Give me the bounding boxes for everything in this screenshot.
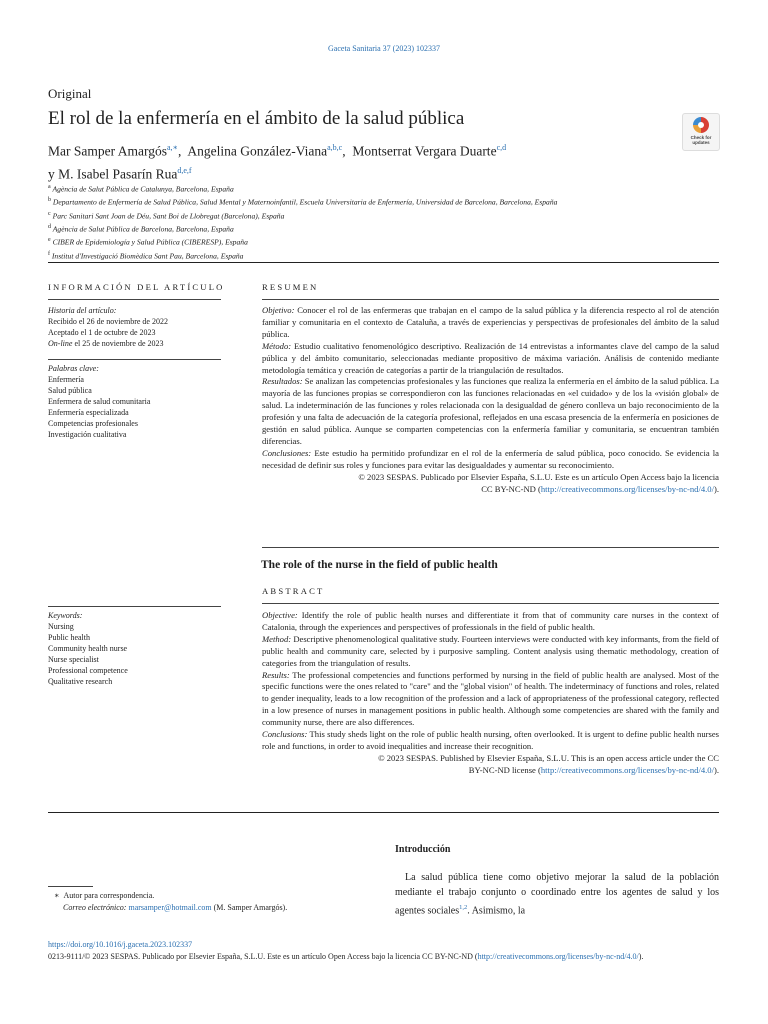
author-affiliation-marker[interactable]: a,b,c: [327, 143, 343, 152]
email-label: Correo electrónico:: [63, 903, 127, 912]
footer-license-suffix: ).: [638, 951, 644, 961]
footer-license: [48, 951, 720, 963]
resumen-objetivo: [262, 305, 719, 341]
conclusiones-label: Conclusiones:: [262, 447, 312, 458]
metodo-text: Estudio cualitativo fenomenológico descriptivo. Realización de 14 entrevistas a informantes clave del campo de la salud pública y del ámbito comunitario, seleccionadas mediante propositivo de máxima variación. Análisis de contenido mediante metodología temática y creación de categorías a partir de la triangulación de resultados.: [262, 340, 720, 375]
footnote: [48, 890, 287, 914]
article-title: El rol de la enfermería en el ámbito de la salud pública: [48, 108, 465, 129]
affiliation-item: [48, 222, 728, 235]
author-name: Angelina González-Viana: [187, 143, 328, 159]
online-label: On-line: [48, 339, 73, 348]
affiliation-marker: a: [48, 184, 51, 190]
resumen-end-divider: [262, 547, 719, 548]
resumen-divider: [262, 299, 719, 300]
keyword-item: Enfermería: [48, 375, 84, 384]
header-divider: [48, 262, 719, 263]
keyword-item: Enfermería especializada: [48, 408, 129, 417]
affiliation-marker: d: [48, 223, 51, 230]
author-name: Mar Samper Amargós: [48, 143, 167, 159]
keyword-item: Nursing: [48, 622, 74, 631]
footnote-corresponding: [48, 890, 287, 902]
footer-license-text: 0213-9111/© 2023 SESPAS. Publicado por Elsevier España, S.L.U. Este es un artículo Open Access bajo la licencia CC BY-NC-ND (: [48, 951, 478, 961]
metodo-label: Método:: [262, 340, 292, 351]
license-line: [262, 765, 719, 777]
author-separator: ,: [177, 143, 182, 159]
conclusions-text: This study sheds light on the role of public health nursing, often overlooked. It is urgent to define public health nurses role and functions, in order to avoid inequalities and increase their recognition.: [262, 729, 719, 751]
resumen-body: [262, 305, 719, 496]
license-link[interactable]: http://creativecommons.org/licenses/by-nc-nd/4.0/: [540, 764, 714, 775]
resumen-resultados: [262, 376, 719, 447]
abstract-method: [262, 634, 719, 670]
objetivo-label: Objetivo:: [262, 305, 295, 315]
objective-text: Identify the role of public health nurses and differentiate it from that of community care nurses in the context of Catalonia, through the experiences and perspectives of professionals in the field of public health.: [262, 610, 719, 632]
affiliation-text: Departamento de Enfermería de Salud Pública, Salud Mental y Maternoinfantil, Escuela Universitaria de Enfermería, Universidad de Barcelona, Barcelona, España: [52, 197, 558, 207]
keywords-en: [48, 610, 228, 687]
online-date-text: el 25 de noviembre de 2023: [72, 339, 164, 348]
affiliation-marker: c: [48, 210, 51, 217]
abstract-end-divider: [48, 812, 719, 813]
resultados-label: Resultados:: [262, 376, 303, 387]
author-affiliation-marker[interactable]: a,∗: [166, 143, 178, 152]
intro-text: La salud pública tiene como objetivo mejorar la salud de la población mediante el trabajo conjunto o coordinado entre los agentes de salud y los agentes sociales: [395, 872, 719, 917]
keyword-item: Enfermera de salud comunitaria: [48, 397, 151, 406]
email-link[interactable]: marsamper@hotmail.com: [128, 903, 212, 912]
license-text: © 2023 SESPAS. Published by Elsevier España, S.L.U. This is an open access article under the CC: [378, 752, 719, 763]
conclusions-label: Conclusions:: [262, 729, 308, 740]
results-text: The professional competencies and functions performed by nursing in the field of public health are analysed. Most of the specific functions were the ones related to "care" and the "global vision" of health. The indeterminacy of functions and roles, related to gender inequality, leads to a low recognition of the profession and a lack of appropriateness of the professional category, reflected in a low presence of nurses in management positions in public health. Although some competencies are shared with the family and community nurse, there are also differences.: [262, 669, 719, 728]
keyword-item: Investigación cualitativa: [48, 430, 127, 439]
author-affiliation-marker[interactable]: d,e,f: [177, 165, 192, 175]
author-separator: ,: [342, 143, 346, 159]
affiliation-text: CIBER de Epidemiología y Salud Pública (CIBERESP), España: [52, 237, 248, 247]
article-section-type: Original: [48, 86, 92, 101]
keyword-item: Salud pública: [48, 386, 92, 395]
license-suffix: ).: [713, 764, 719, 775]
article-history: [48, 305, 228, 349]
citation-ref[interactable]: 1,2: [459, 904, 468, 911]
affiliation-list: [48, 182, 728, 262]
license-prefix: CC BY-NC-ND (: [481, 483, 541, 494]
abstract-divider: [262, 603, 719, 604]
article-info-heading: INFORMACIÓN DEL ARTÍCULO: [48, 282, 225, 292]
license-link[interactable]: http://creativecommons.org/licenses/by-nc-nd/4.0/: [540, 483, 714, 494]
footnote-email: [48, 902, 287, 914]
affiliation-text: Parc Sanitari Sant Joan de Déu, Sant Boi de Llobregat (Barcelona), España: [52, 211, 285, 221]
keyword-item: Professional competence: [48, 666, 128, 675]
license-prefix: BY-NC-ND license (: [468, 764, 541, 775]
abstract-conclusions: [262, 729, 719, 753]
affiliation-text: Agència de Salut Pública de Barcelona, Barcelona, España: [52, 224, 234, 234]
keyword-item: Nurse specialist: [48, 655, 99, 664]
resumen-license: [262, 472, 719, 496]
check-for-updates-label: Check for updates: [690, 135, 712, 145]
received-date: Recibido el 26 de noviembre de 2022: [48, 317, 168, 326]
resumen-metodo: [262, 341, 719, 377]
keywords-en-divider: [48, 606, 221, 607]
license-text: © 2023 SESPAS. Publicado por Elsevier España, S.L.U. Este es un artículo Open Access bajo la licencia: [358, 471, 719, 482]
online-date: [48, 338, 228, 349]
affiliation-text: Institut d'Investigació Biomèdica Sant Pau, Barcelona, España: [51, 251, 244, 261]
keyword-item: Community health nurse: [48, 644, 128, 653]
keywords-es: [48, 363, 228, 440]
keywords-label: Keywords:: [48, 611, 83, 620]
introduction-heading: Introducción: [395, 844, 451, 855]
abstract-heading: ABSTRACT: [262, 586, 325, 596]
author-name: Montserrat Vergara Duarte: [352, 143, 497, 159]
affiliation-marker: b: [48, 197, 51, 204]
license-suffix: ).: [713, 483, 719, 494]
affiliation-marker: f: [48, 250, 50, 257]
keywords-label: Palabras clave:: [48, 364, 99, 373]
corresponding-text: Autor para correspondencia.: [63, 891, 155, 900]
author-affiliation-marker[interactable]: c,d: [496, 143, 507, 152]
resultados-text: Se analizan las competencias profesionales y las funciones que realiza la enfermería en el ámbito de la salud pública. La mayoría de las funciones propias se correspondieron con las funciones relacionadas en «el cuidado» y de los la «visión global» de salud. La indeterminación de las funciones y roles relacionada con la desigualdad de género conlleva un bajo reconocimiento de la profesión y una falta de adecuación de la categoría profesional, reflejados en una escasa presencia de la enfermería en posiciones de gestión en salud pública. Aunque se comparten competencias con la enfermería familiar y comunitaria, se encuentran también diferencias.: [262, 376, 719, 446]
abstract-results: [262, 670, 719, 730]
introduction-paragraph: [395, 870, 719, 918]
crossmark-icon: [693, 117, 709, 133]
keyword-item: Competencias profesionales: [48, 419, 138, 428]
history-label: Historia del artículo:: [48, 306, 117, 315]
english-title: The role of the nurse in the field of public health: [261, 559, 498, 571]
resumen-conclusiones: [262, 448, 719, 472]
affiliation-item: [48, 182, 728, 195]
method-text: Descriptive phenomenological qualitative study. Fourteen interviews were conducted with key informants, from the field of public health and community care, selected by i purposive sampling. Content analysis using thematic methodology, creation of categories from the triangulation of results.: [262, 633, 719, 668]
footer-license-link[interactable]: http://creativecommons.org/licenses/by-nc-nd/4.0/: [477, 951, 639, 961]
abstract-body: [262, 610, 719, 777]
conclusiones-text: Este estudio ha permitido profundizar en el rol de la enfermería de salud pública, poco conocido. Se evidencia la necesidad de definir sus roles y funciones para evitar las desigualdades y aumentar su reconocimiento.: [262, 447, 719, 470]
accepted-date: Aceptado el 1 de octubre de 2023: [48, 328, 156, 337]
keyword-item: Public health: [48, 633, 90, 642]
objective-label: Objective:: [262, 610, 298, 620]
objetivo-text: Conocer el rol de las enfermeras que trabajan en el campo de la salud pública y la diferencia respecto al rol de atención familiar y comunitaria en el contexto de Cataluña, a través de experiencias y perspectivas de profesionales del ámbito de la salud pública.: [262, 305, 719, 339]
affiliation-item: [48, 235, 728, 248]
abstract-objective: [262, 610, 719, 634]
intro-text-continued: . Asimismo, la: [467, 905, 526, 917]
license-line: [262, 484, 719, 496]
email-owner: (M. Samper Amargós).: [211, 903, 288, 912]
author-name: y M. Isabel Pasarín Rua: [48, 166, 178, 181]
abstract-license: [262, 753, 719, 777]
page-footer: [48, 939, 720, 962]
author-list: [48, 138, 688, 183]
keyword-item: Qualitative research: [48, 677, 113, 686]
results-label: Results:: [262, 669, 290, 680]
footnote-marker: ∗: [54, 891, 60, 900]
journal-citation[interactable]: Gaceta Sanitaria 37 (2023) 102337: [328, 44, 440, 53]
keywords-divider: [48, 359, 221, 360]
affiliation-item: [48, 195, 728, 208]
affiliation-item: [48, 249, 728, 262]
resumen-heading: RESUMEN: [262, 282, 319, 292]
method-label: Method:: [262, 633, 292, 644]
affiliation-item: [48, 209, 728, 222]
affiliation-marker: e: [48, 237, 51, 244]
article-info-divider: [48, 299, 221, 300]
footnote-divider: [48, 886, 93, 887]
doi-link[interactable]: https://doi.org/10.1016/j.gaceta.2023.102337: [48, 940, 193, 949]
affiliation-text: Agència de Salut Pública de Catalunya, Barcelona, España: [52, 184, 234, 194]
